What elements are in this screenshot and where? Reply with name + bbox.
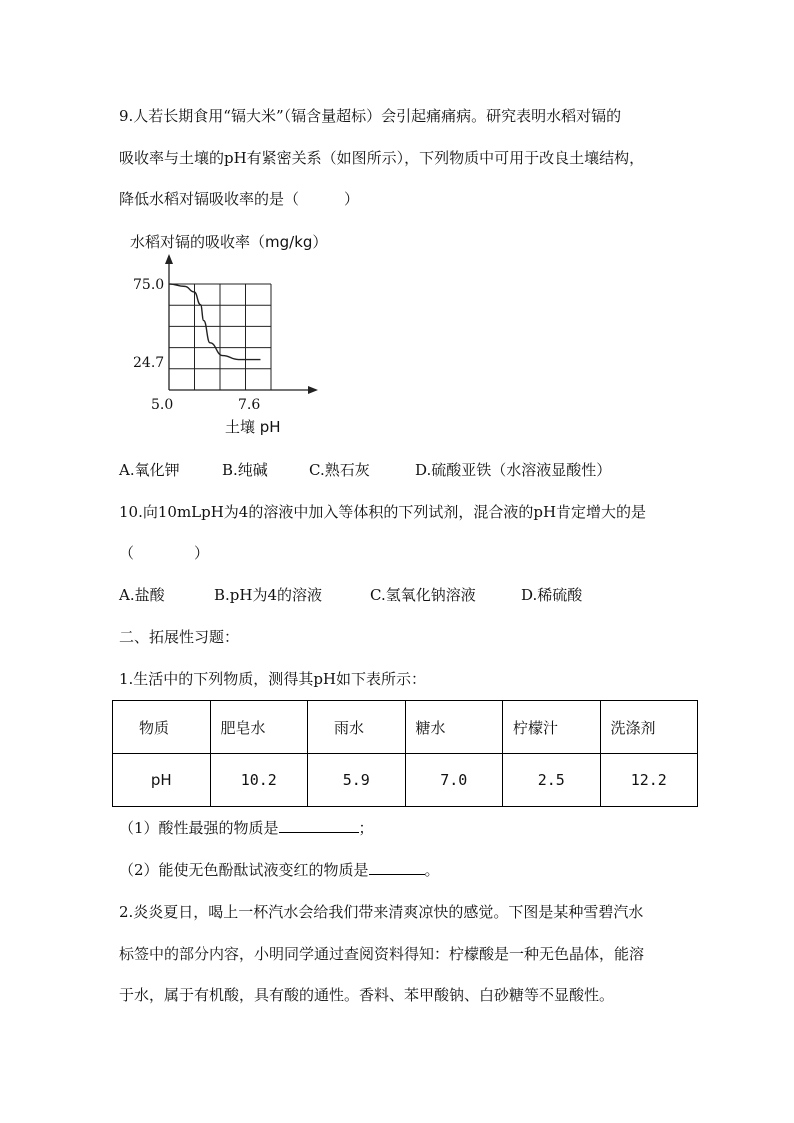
ext-q2-line-3: 于水，属于有机酸，具有酸的通性。香料、苯甲酸钠、白砂糖等不显酸性。 (119, 986, 615, 1004)
sub-question-1-end: ； (358, 819, 374, 837)
q10-options (119, 585, 582, 605)
y-axis-arrow (165, 254, 173, 264)
q10-line-2: （ ） (119, 544, 210, 562)
table-cell: 5.9 (308, 754, 406, 807)
sub-question-1-text: （1）酸性最强的物质是 (119, 819, 279, 837)
table-header-cell: 洗涤剂 (600, 701, 698, 754)
sub-question-2-end: 。 (424, 861, 440, 879)
chart-grid (169, 284, 271, 390)
q10-option-d: D.稀硫酸 (521, 586, 583, 604)
table-header-cell: 糖水 (405, 701, 503, 754)
q9-options (119, 460, 611, 480)
q10-option-b: B.pH为4的溶液 (214, 586, 323, 604)
chart-axes (165, 254, 318, 394)
table-header-cell: 物质 (113, 701, 211, 754)
y-tick-label-low: 24.7 (133, 355, 165, 371)
q9-option-d: D.硫酸亚铁（水溶液显酸性） (415, 461, 612, 479)
table-header-cell: 雨水 (308, 701, 406, 754)
section-heading: 二、拓展性习题： (119, 628, 240, 646)
table-row (113, 754, 698, 807)
ext-q2-line-1: 2.炎炎夏日，喝上一杯汽水会给我们带来清爽凉快的感觉。下图是某种雪碧汽水 (119, 903, 644, 921)
sub-question-2 (119, 860, 440, 880)
q9-line-2: 吸收率与土壤的pH有紧密关系（如图所示），下列物质中可用于改良土壤结构， (119, 149, 645, 167)
table-cell: 7.0 (405, 754, 503, 807)
chart-title: 水稻对镉的吸收率（mg/kg） (130, 233, 328, 251)
ext-q1-intro: 1.生活中的下列物质，测得其pH如下表所示： (119, 670, 426, 688)
answer-blank-2[interactable] (369, 860, 425, 875)
answer-blank-1[interactable] (279, 818, 359, 833)
q9-option-b: B.纯碱 (222, 461, 268, 479)
y-tick-label-high: 75.0 (133, 277, 165, 293)
q10-option-c: C.氢氧化钠溶液 (370, 586, 476, 604)
table-header-row (113, 701, 698, 754)
sub-question-1 (119, 818, 374, 838)
table-cell: 10.2 (210, 754, 308, 807)
cadmium-absorption-chart (118, 228, 358, 448)
x-axis-label: 土壤 pH (225, 418, 281, 436)
x-axis-arrow (308, 386, 318, 394)
x-tick-label-start: 5.0 (151, 397, 174, 413)
table-header-cell: 肥皂水 (210, 701, 308, 754)
q10-line-1: 10.向10mLpH为4的溶液中加入等体积的下列试剂，混合液的pH肯定增大的是 (119, 503, 647, 521)
table-cell: 12.2 (600, 754, 698, 807)
table-cell: pH (113, 754, 211, 807)
chart-series-line (169, 284, 260, 360)
q9-option-a: A.氧化钾 (119, 461, 180, 479)
ext-q2-line-2: 标签中的部分内容，小明同学通过查阅资料得知：柠檬酸是一种无色晶体，能溶 (119, 945, 645, 963)
table-header-cell: 柠檬汁 (503, 701, 601, 754)
ph-table (112, 700, 698, 807)
q9-line-1: 9.人若长期食用“镉大米”（镉含量超标）会引起痛痛病。研究表明水稻对镉的 (119, 107, 622, 125)
sub-question-2-text: （2）能使无色酚酞试液变红的物质是 (119, 861, 369, 879)
q9-option-c: C.熟石灰 (309, 461, 370, 479)
q9-line-3: 降低水稻对镉吸收率的是（ ） (119, 190, 360, 208)
q10-option-a: A.盐酸 (119, 586, 165, 604)
x-tick-label-end: 7.6 (238, 397, 261, 413)
table-cell: 2.5 (503, 754, 601, 807)
